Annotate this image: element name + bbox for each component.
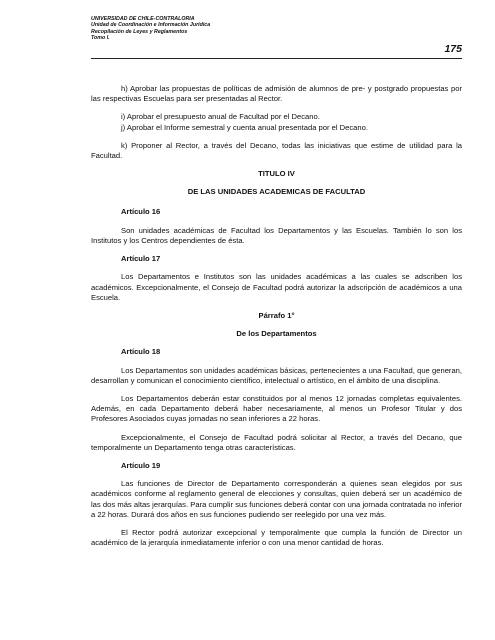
article-17-heading: Artículo 17 (121, 254, 161, 264)
article-19-paragraph-2: El Rector podrá autorizar excepcional y temporalmente que cumpla la función de Director un académico de la jerarquía inmediatamente inferior o con una menor cantidad de horas. (91, 528, 462, 548)
parrafo-heading: Párrafo 1° (258, 311, 295, 321)
header-divider (91, 58, 462, 59)
article-16-text: Son unidades académicas de Facultad los Departamentos y las Escuelas. También lo son los Institutos y los Centros dependientes de ésta. (91, 225, 462, 246)
article-18-heading: Artículo 18 (121, 347, 161, 357)
titulo-heading: TITULO IV (258, 169, 295, 179)
item-j: j) Aprobar el Informe semestral y cuenta anual presentada por el Decano. (121, 122, 368, 132)
header-volume: Tomo I. (91, 35, 110, 42)
item-k: k) Proponer al Rector, a través del Decano, todas las iniciativas que estime de utilidad para la Facultad. (91, 140, 462, 161)
page-number: 175 (444, 43, 462, 55)
article-16-heading: Artículo 16 (121, 206, 161, 216)
document-header (91, 16, 462, 55)
article-18-paragraph-3: Excepcionalmente, el Consejo de Facultad podrá solicitar al Rector, a través del Decano, que temporalmente un Departamento tenga otras características. (91, 432, 462, 452)
item-h: h) Aprobar las propuestas de políticas de admisión de alumnos de pre- y postgrado propuestas por las respectivas Escuelas para ser presentadas al Rector. (91, 84, 462, 104)
header-institution: UNIVERSIDAD DE CHILE-CONTRALORIA (91, 16, 195, 22)
article-19-heading: Artículo 19 (121, 461, 161, 471)
parrafo-subtitle: De los Departamentos (236, 329, 317, 339)
header-collection: Recopilación de Leyes y Reglamentos (91, 28, 188, 35)
article-18-paragraph-1: Los Departamentos son unidades académicas básicas, pertenecientes a una Facultad, que generan, desarrollan y comunican el conocimiento científico, intelectual o artístico, en el ámbito de una disciplina. (91, 365, 462, 385)
header-unit: Unidad de Coordinación e Información Jurídica (91, 22, 211, 29)
document-body (91, 84, 462, 557)
article-18-paragraph-2: Los Departamentos deberán estar constituidos por al menos 12 jornadas completas equivalentes. Además, en cada Departamento deberá haber necesariamente, al menos un Profesor Titular y dos Profesores Asociados cuyas jornadas no sean inferiores a 22 horas. (91, 394, 462, 424)
article-19-paragraph-1: Las funciones de Director de Departamento corresponderán a quienes sean elegidos por sus académicos conforme al reglamento general de elecciones y consultas, quien deberá ser un académico de las dos más altas jerarquías. Para cumplir sus funciones deberá contar con una jornada contratada no inferior a 22 horas. Durará dos años en sus funciones pudiendo ser reelegido por una vez más. (91, 479, 462, 519)
article-17-text: Los Departamentos e Institutos son las unidades académicas a las cuales se adscriben los académicos. Excepcionalmente, el Consejo de Facultad podrá autorizar la adscripción de académicos a una Escuela. (91, 272, 462, 302)
titulo-subtitle: DE LAS UNIDADES ACADEMICAS DE FACULTAD (187, 187, 366, 197)
item-i: i) Aprobar el presupuesto anual de Facultad por el Decano. (121, 112, 320, 122)
